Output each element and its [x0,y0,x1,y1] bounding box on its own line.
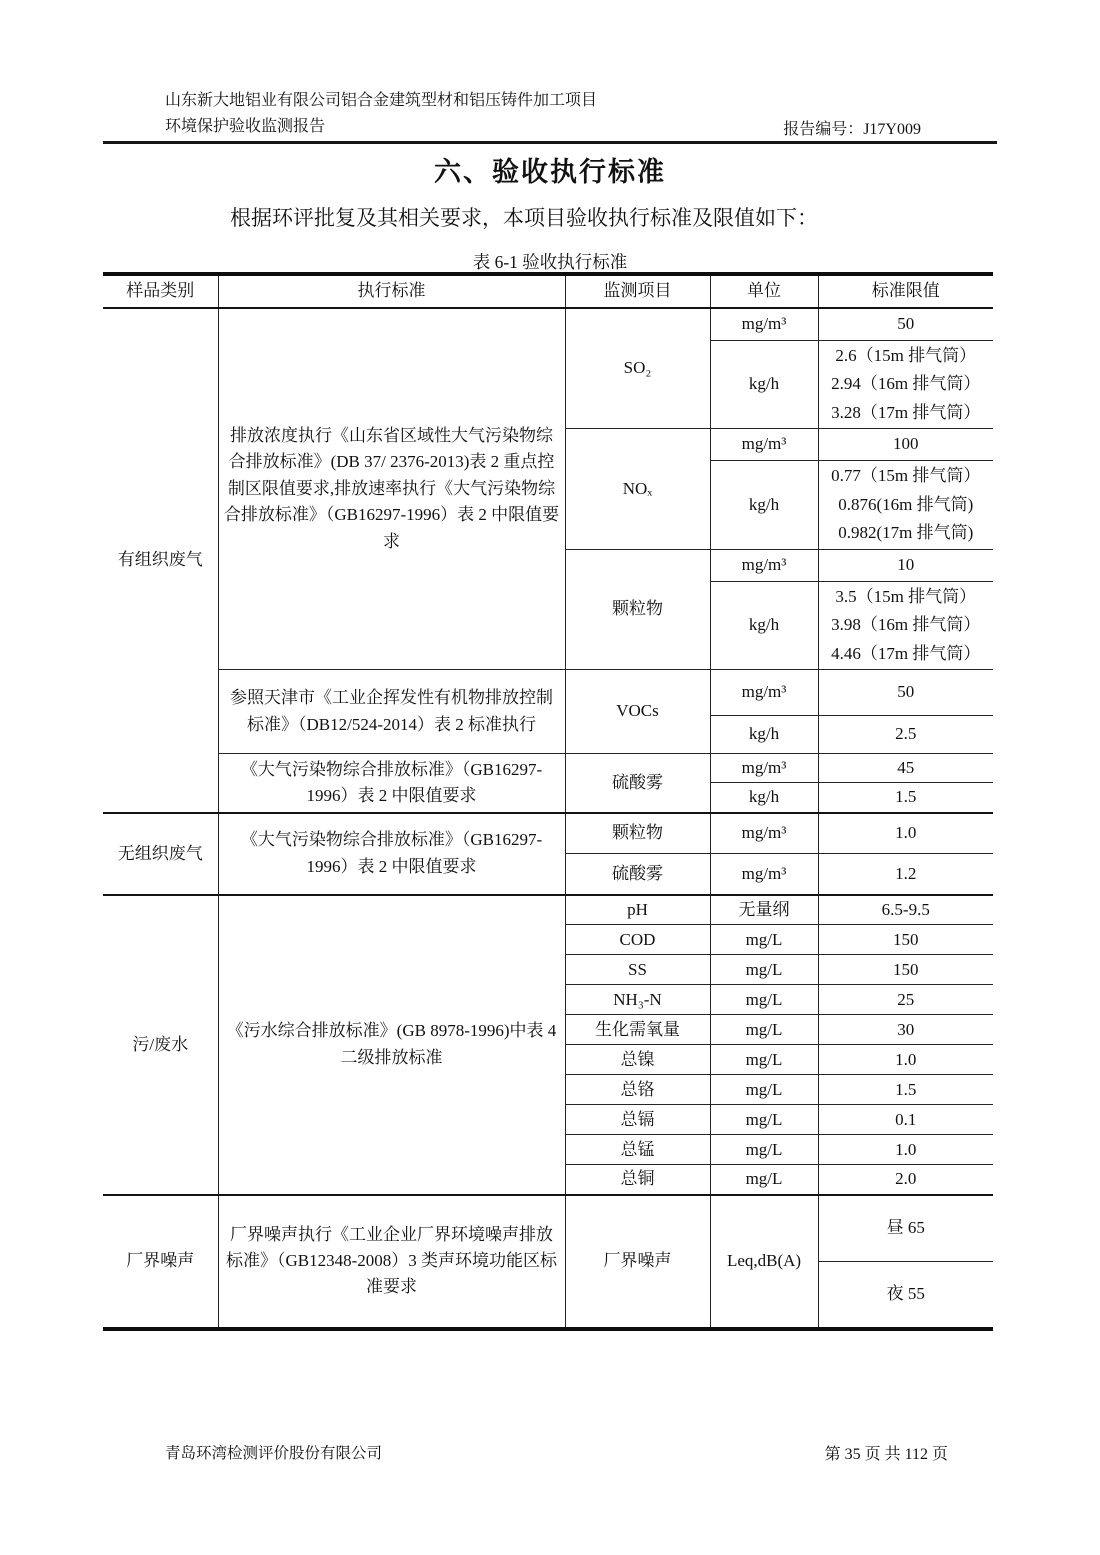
report-type: 环境保护验收监测报告 [165,118,326,135]
unit-vocs-conc: mg/m³ [710,670,818,716]
limit-cadmium: 0.1 [818,1105,993,1135]
limit-unorg-h2so4: 1.2 [818,854,993,895]
header-divider [103,141,997,144]
item-h2so4: 硫酸雾 [565,754,710,813]
standard-wastewater: 《污水综合排放标准》(GB 8978-1996)中表 4 二级排放标准 [218,895,565,1195]
limit-chromium: 1.5 [818,1075,993,1105]
intro-paragraph: 根据环评批复及其相关要求，本项目验收执行标准及限值如下： [230,206,818,230]
unit-so2-rate: kg/h [710,340,818,429]
item-noise: 厂界噪声 [565,1195,710,1329]
limit-line: 3.98（16m 排气筒） [831,615,981,634]
unit-so2-conc: mg/m³ [710,308,818,340]
standard-unorganized: 《大气污染物综合排放标准》（GB16297-1996）表 2 中限值要求 [218,813,565,895]
limit-noise-day: 昼 65 [818,1195,993,1262]
item-ph: pH [565,895,710,925]
limit-bod: 30 [818,1015,993,1045]
header-monitoring-item: 监测项目 [565,274,710,308]
unit-pm-rate: kg/h [710,581,818,670]
category-wastewater: 污/废水 [103,895,218,1195]
limit-noise-night: 夜 55 [818,1262,993,1329]
unit-noise: Leq,dB(A) [710,1195,818,1329]
unit-bod: mg/L [710,1015,818,1045]
item-ss: SS [565,955,710,985]
unit-nh3n: mg/L [710,985,818,1015]
limit-nickel: 1.0 [818,1045,993,1075]
unit-h2so4-conc: mg/m³ [710,754,818,783]
limit-ss: 150 [818,955,993,985]
header-sample-category: 样品类别 [103,274,218,308]
limit-h2so4-conc: 45 [818,754,993,783]
limit-nox-rate [818,461,993,550]
footer-company: 青岛环湾检测评价股份有限公司 [165,1445,383,1462]
table-row [103,895,993,925]
table-row [103,308,993,340]
limit-line: 0.982(17m 排气筒) [838,523,974,542]
header-standard: 执行标准 [218,274,565,308]
limit-vocs-rate: 2.5 [818,716,993,754]
item-manganese: 总锰 [565,1135,710,1165]
item-pm: 颗粒物 [565,549,710,670]
limit-manganese: 1.0 [818,1135,993,1165]
unit-ph: 无量纲 [710,895,818,925]
limit-line: 3.5（15m 排气筒） [835,586,977,606]
limit-vocs-conc: 50 [818,670,993,716]
header-unit: 单位 [710,274,818,308]
limit-line: 2.94（16m 排气筒） [831,374,981,393]
item-cod: COD [565,925,710,955]
table-row [103,1195,993,1262]
unit-unorg-h2so4: mg/m³ [710,854,818,895]
limit-line: 4.46（17m 排气筒） [831,643,981,663]
limit-pm-rate [818,581,993,670]
project-title: 山东新大地铝业有限公司铝合金建筑型材和铝压铸件加工项目 [165,92,598,109]
limit-line: 3.28（17m 排气筒） [831,402,981,422]
unit-vocs-rate: kg/h [710,716,818,754]
item-unorg-pm: 颗粒物 [565,813,710,854]
standard-noise: 厂界噪声执行《工业企业厂界环境噪声排放标准》（GB12348-2008）3 类声环境功能区标准要求 [218,1195,565,1329]
unit-unorg-pm: mg/m³ [710,813,818,854]
section-title: 六、验收执行标准 [434,157,666,187]
limit-nox-conc: 100 [818,429,993,461]
unit-manganese: mg/L [710,1135,818,1165]
table-row [103,754,993,783]
limit-cod: 150 [818,925,993,955]
standard-vocs: 参照天津市《工业企挥发性有机物排放控制标准》（DB12/524-2014）表 2 标准执行 [218,670,565,754]
unit-nickel: mg/L [710,1045,818,1075]
table-row [103,813,993,854]
item-cadmium: 总镉 [565,1105,710,1135]
category-noise: 厂界噪声 [103,1195,218,1329]
item-nox: NOₓ [565,429,710,550]
limit-copper: 2.0 [818,1165,993,1195]
item-so2: SO₂ [565,308,710,429]
table-header-row [103,274,993,308]
unit-nox-conc: mg/m³ [710,429,818,461]
report-number: 报告编号：J17Y009 [783,121,921,138]
unit-copper: mg/L [710,1165,818,1195]
unit-h2so4-rate: kg/h [710,783,818,813]
item-vocs: VOCs [565,670,710,754]
standards-table [103,272,993,1331]
limit-ph: 6.5-9.5 [818,895,993,925]
standard-organized-main: 排放浓度执行《山东省区域性大气污染物综合排放标准》(DB 37/ 2376-2013)表 2 重点控制区限值要求,排放速率执行《大气污染物综合排放标准》（GB16297-1996）表 2 中限值要求 [218,308,565,670]
unit-cod: mg/L [710,925,818,955]
unit-ss: mg/L [710,955,818,985]
unit-nox-rate: kg/h [710,461,818,550]
limit-so2-rate [818,340,993,429]
footer-page-number: 第 35 页 共 112 页 [824,1446,948,1463]
table-row [103,670,993,716]
limit-pm-conc: 10 [818,549,993,581]
unit-pm-conc: mg/m³ [710,549,818,581]
item-nickel: 总镍 [565,1045,710,1075]
category-organized-gas: 有组织废气 [103,308,218,813]
limit-line: 0.876(16m 排气筒) [838,494,974,514]
unit-cadmium: mg/L [710,1105,818,1135]
limit-nh3n: 25 [818,985,993,1015]
item-unorg-h2so4: 硫酸雾 [565,854,710,895]
page-header [165,88,597,140]
item-copper: 总铜 [565,1165,710,1195]
item-chromium: 总铬 [565,1075,710,1105]
unit-chromium: mg/L [710,1075,818,1105]
limit-so2-conc: 50 [818,308,993,340]
category-unorganized-gas: 无组织废气 [103,813,218,895]
limit-h2so4-rate: 1.5 [818,783,993,813]
item-bod: 生化需氧量 [565,1015,710,1045]
limit-line: 0.77（15m 排气筒） [831,466,981,485]
item-nh3n: NH₃-N [565,985,710,1015]
standard-h2so4: 《大气污染物综合排放标准》（GB16297-1996）表 2 中限值要求 [218,754,565,813]
header-limit: 标准限值 [818,274,993,308]
table-caption: 表 6-1 验收执行标准 [472,252,628,272]
limit-unorg-pm: 1.0 [818,813,993,854]
limit-line: 2.6（15m 排气筒） [835,345,977,365]
